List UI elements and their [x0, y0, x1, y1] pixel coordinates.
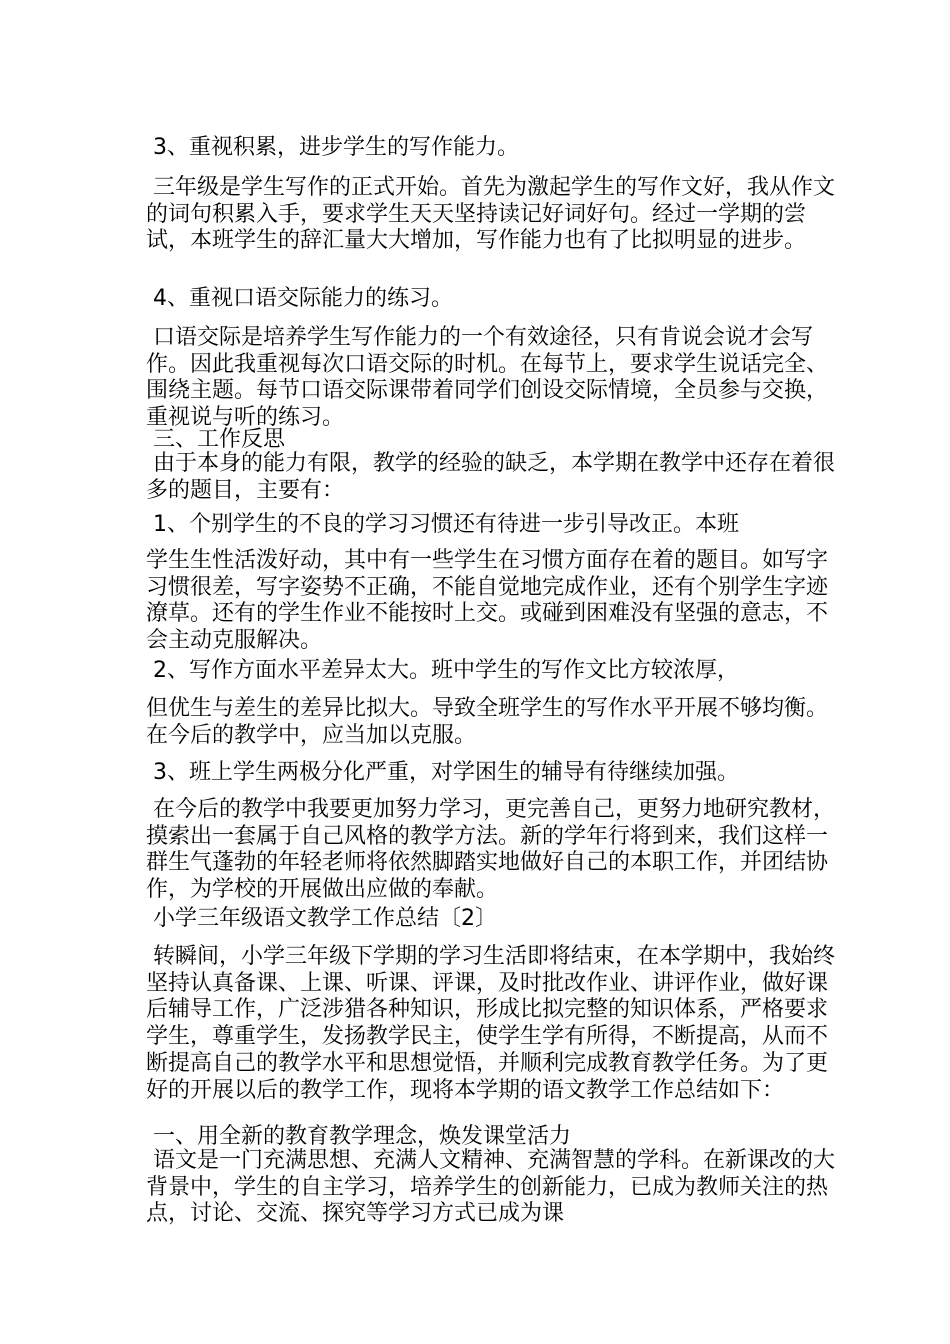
heading-summary-2: 小学三年级语文教学工作总结〔2〕 [146, 906, 497, 931]
paragraph-semester-review: 转瞬间，小学三年级下学期的学习生活即将结束，在本学期中，我始终坚持认真备课、上课、听课、评课，及时批改作业、讲评作业，做好课后辅导工作，广泛涉猎各种知识，形成比拟完整的知识体系，严格要求学生，尊重学生，发扬教学民主，使学生学有所得，不断提高，从而不断提高自己的教学水平和思想觉悟，并顺利完成教育教学任务。为了更好的开展以后的教学工作，现将本学期的语文教学工作总结如下： [146, 944, 836, 1103]
paragraph-oral-communication: 口语交际是培养学生写作能力的一个有效途径，只有肯说会说才会写作。因此我重视每次口语交际的时机。在每节上，要求学生说话完全、围绕主题。每节口语交际课带着同学们创设交际情境，全员参与交换，重视说与听的练习。 [146, 325, 829, 431]
item-2-first-line: 2、写作方面水平差异太大。班中学生的写作文比方较浓厚， [146, 658, 739, 683]
item-3-line: 3、班上学生两极分化严重，对学困生的辅导有待继续加强。 [146, 760, 739, 785]
paragraph-reflection-intro: 由于本身的能力有限，教学的经验的缺乏，本学期在教学中还存在着很多的题目，主要有： [146, 451, 836, 503]
section-heading-reflection: 三、工作反思 [146, 427, 286, 452]
paragraph-future-plans: 在今后的教学中我要更加努力学习，更完善自己，更努力地研究教材，摸索出一套属于自己风格的教学方法。新的学年行将到来，我们这样一群生气蓬勃的年轻老师将依然脚踏实地做好自己的本职工作，并团结协作，为学校的开展做出应做的奉献。 [146, 797, 836, 903]
item-1-continuation: 学生生性活泼好动，其中有一些学生在习惯方面存在着的题目。如写字习惯很差，写字姿势不正确，不能自觉地完成作业，还有个别学生字迹潦草。还有的学生作业不能按时上交。或碰到困难没有坚强的意志，不会主动克服解决。 [146, 548, 829, 654]
heading-new-concepts: 一、用全新的教育教学理念，焕发课堂活力 [146, 1124, 572, 1149]
item-1-first-line: 1、个别学生的不良的学习习惯还有待进一步引导改正。本班 [146, 512, 739, 537]
heading-accumulation: 3、重视积累，进步学生的写作能力。 [146, 135, 519, 160]
paragraph-chinese-subject: 语文是一门充满思想、充满人文精神、充满智慧的学科。在新课改的大背景中，学生的自主学习，培养学生的创新能力，已成为教师关注的热点，讨论、交流、探究等学习方式已成为课 [146, 1148, 836, 1227]
item-2-continuation: 但优生与差生的差异比拟大。导致全班学生的写作水平开展不够均衡。在今后的教学中，应当加以克服。 [146, 696, 829, 748]
heading-oral-communication: 4、重视口语交际能力的练习。 [146, 286, 453, 311]
paragraph-writing-start: 三年级是学生写作的正式开始。首先为激起学生的写作文好，我从作文的词句积累入手，要求学生天天坚持读记好词好句。经过一学期的尝试，本班学生的辞汇量大大增加，写作能力也有了比拟明显的进步。 [146, 175, 836, 254]
